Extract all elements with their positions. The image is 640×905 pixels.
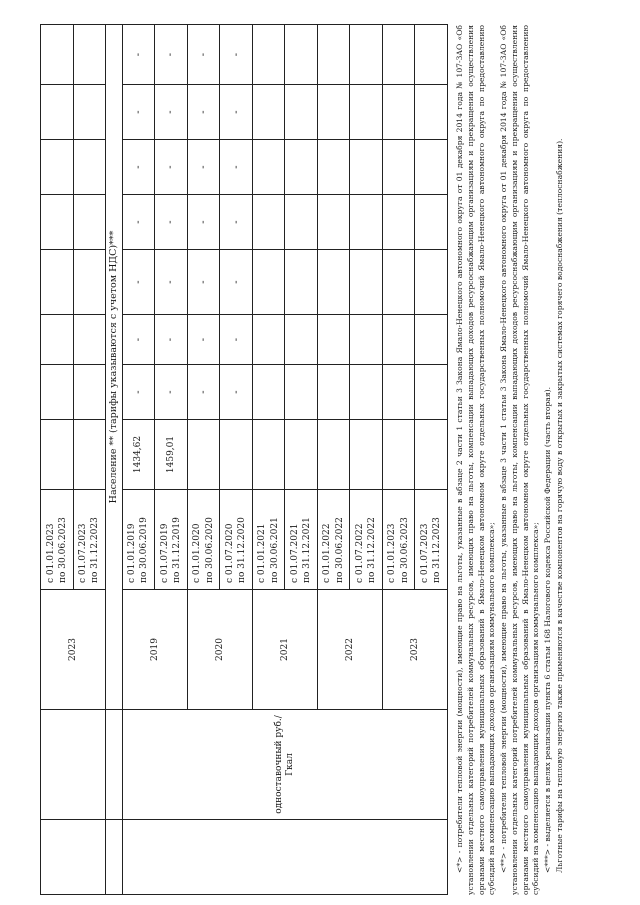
tariff-dash-cell: - bbox=[155, 315, 188, 365]
tariff-dash-cell bbox=[415, 315, 448, 365]
tariff-dash-cell bbox=[252, 85, 285, 140]
tariff-dash-cell bbox=[41, 365, 74, 420]
blank-cell bbox=[41, 820, 106, 895]
footnote-3: <***> - выделяется в целях реализации пункта 6 статьи 168 Налогового кодекса Российской Федерации (часть вторая). bbox=[543, 386, 553, 873]
blank-cell bbox=[106, 820, 123, 895]
tariff-dash-cell bbox=[41, 25, 74, 85]
tariff-dash-cell bbox=[415, 365, 448, 420]
tariff-value: 1434,62 bbox=[122, 420, 155, 490]
tariff-dash-cell: - bbox=[187, 140, 220, 195]
tariff-dash-cell bbox=[285, 315, 318, 365]
tariff-dash-cell bbox=[317, 315, 350, 365]
tariff-dash-cell bbox=[252, 365, 285, 420]
tariff-dash-cell bbox=[382, 315, 415, 365]
tariff-dash-cell bbox=[73, 365, 106, 420]
tariff-dash-cell bbox=[415, 25, 448, 85]
tariff-dash-cell: - bbox=[155, 85, 188, 140]
period-cell: с 01.07.2019 по 31.12.2019 bbox=[155, 490, 188, 590]
tariff-dash-cell: - bbox=[187, 315, 220, 365]
tariff-dash-cell bbox=[350, 365, 383, 420]
tariff-dash-cell: - bbox=[220, 195, 253, 250]
table-row bbox=[122, 25, 155, 895]
tariff-dash-cell: - bbox=[220, 315, 253, 365]
tariff-dash-cell: - bbox=[220, 250, 253, 315]
period-cell: с 01.07.2021 по 31.12.2021 bbox=[285, 490, 318, 590]
period-cell: с 01.01.2020 по 30.06.2020 bbox=[187, 490, 220, 590]
tariff-dash-cell: - bbox=[155, 25, 188, 85]
section-header: Население ** (тарифы указываются с учетом НДС)*** bbox=[106, 25, 123, 710]
tariff-dash-cell bbox=[415, 140, 448, 195]
tariff-dash-cell bbox=[252, 250, 285, 315]
year-cell: 2020 bbox=[187, 590, 252, 710]
tariff-dash-cell bbox=[41, 250, 74, 315]
tariff-dash-cell bbox=[41, 195, 74, 250]
tariff-dash-cell: - bbox=[155, 250, 188, 315]
tariff-dash-cell: - bbox=[220, 85, 253, 140]
tariff-value bbox=[382, 420, 415, 490]
tariff-dash-cell: - bbox=[187, 195, 220, 250]
tariff-dash-cell bbox=[317, 250, 350, 315]
tariff-value bbox=[285, 420, 318, 490]
tariff-dash-cell bbox=[317, 365, 350, 420]
tariff-dash-cell: - bbox=[122, 365, 155, 420]
tariff-value bbox=[252, 420, 285, 490]
footnote-4: Льготные тарифы на тепловую энергию также применяются в качестве компонентов на горячую воду в открытых и закрытых системах горячего водоснабжения (теплоснабжения). bbox=[555, 138, 565, 873]
tariff-dash-cell bbox=[415, 85, 448, 140]
tariff-dash-cell: - bbox=[122, 195, 155, 250]
tariff-dash-cell bbox=[73, 25, 106, 85]
tariff-dash-cell bbox=[73, 140, 106, 195]
period-cell: с 01.01.2023 по 30.06.2023 bbox=[382, 490, 415, 590]
tariff-dash-cell: - bbox=[155, 140, 188, 195]
tariff-dash-cell bbox=[285, 140, 318, 195]
tariff-dash-cell bbox=[285, 365, 318, 420]
tariff-dash-cell: - bbox=[122, 140, 155, 195]
tariff-dash-cell bbox=[350, 85, 383, 140]
tariff-value bbox=[41, 420, 74, 490]
tariff-dash-cell: - bbox=[122, 25, 155, 85]
tariff-value bbox=[220, 420, 253, 490]
blank-cell bbox=[41, 710, 106, 820]
tariff-dash-cell bbox=[382, 140, 415, 195]
tariff-table-body bbox=[41, 25, 448, 895]
period-cell: с 01.07.2022 по 31.12.2022 bbox=[350, 490, 383, 590]
tariff-dash-cell bbox=[415, 250, 448, 315]
tariff-dash-cell bbox=[350, 315, 383, 365]
tariff-dash-cell bbox=[252, 25, 285, 85]
year-cell: 2023 bbox=[382, 590, 447, 710]
tariff-dash-cell bbox=[252, 195, 285, 250]
tariff-dash-cell bbox=[285, 250, 318, 315]
tariff-dash-cell bbox=[382, 250, 415, 315]
tariff-dash-cell bbox=[382, 25, 415, 85]
tariff-dash-cell bbox=[317, 140, 350, 195]
tariff-dash-cell: - bbox=[122, 315, 155, 365]
tariff-value: 1459,01 bbox=[155, 420, 188, 490]
year-cell: 2019 bbox=[122, 590, 187, 710]
tariff-dash-cell bbox=[252, 140, 285, 195]
period-cell: с 01.01.2021 по 30.06.2021 bbox=[252, 490, 285, 590]
tariff-dash-cell bbox=[317, 85, 350, 140]
tariff-dash-cell bbox=[382, 365, 415, 420]
tariff-value bbox=[187, 420, 220, 490]
footnote-2: <**> - потребители тепловой энергии (мощности), имеющие право на льготы, указанные в абзаце 3 части 1 статьи 3 Закона Ямало-Ненецкого автономного округа от 01 декабря 2014 года № 107-ЗАО «Об установлении отдельных категорий потребителей коммунальных ресурсов, имеющих право на льготы, компенсации выпадающих доходов ресурсоснабжающим организациям и прекращении осуществления органами местного самоуправления муниципальных образований в Ямало-Ненецком автономном округе отдельных государственных полномочий Ямало-Ненецкого автономного округа по предоставлению субсидий на компенсацию выпадающих доходов организациям коммунального комплекса»; bbox=[499, 25, 541, 895]
tariff-dash-cell: - bbox=[220, 365, 253, 420]
tariff-dash-cell: - bbox=[187, 25, 220, 85]
blank-cell bbox=[122, 820, 447, 895]
tariff-table-wrapper bbox=[40, 25, 448, 895]
tariff-dash-cell bbox=[73, 250, 106, 315]
tariff-dash-cell bbox=[41, 140, 74, 195]
tariff-dash-cell bbox=[350, 25, 383, 85]
tariff-value bbox=[415, 420, 448, 490]
tariff-dash-cell bbox=[350, 140, 383, 195]
footnotes bbox=[455, 25, 567, 895]
tariff-dash-cell: - bbox=[187, 365, 220, 420]
tariff-dash-cell: - bbox=[122, 85, 155, 140]
blank-cell bbox=[106, 710, 123, 820]
tariff-value bbox=[73, 420, 106, 490]
unit-cell: одноставочный руб./Гкал bbox=[122, 710, 447, 820]
tariff-dash-cell bbox=[350, 195, 383, 250]
tariff-dash-cell bbox=[350, 250, 383, 315]
period-cell: с 01.07.2023 по 31.12.2023 bbox=[415, 490, 448, 590]
tariff-dash-cell: - bbox=[122, 250, 155, 315]
period-cell: с 01.07.2023 по 31.12.2023 bbox=[73, 490, 106, 590]
tariff-dash-cell bbox=[73, 85, 106, 140]
period-cell: с 01.01.2022 по 30.06.2022 bbox=[317, 490, 350, 590]
tariff-dash-cell bbox=[415, 195, 448, 250]
tariff-dash-cell: - bbox=[155, 195, 188, 250]
tariff-dash-cell bbox=[73, 315, 106, 365]
period-cell: с 01.01.2019 по 30.06.2019 bbox=[122, 490, 155, 590]
tariff-dash-cell bbox=[285, 195, 318, 250]
tariff-dash-cell bbox=[41, 315, 74, 365]
period-cell: с 01.01.2023 по 30.06.2023 bbox=[41, 490, 74, 590]
tariff-dash-cell bbox=[41, 85, 74, 140]
footnote-1: <*> - потребители тепловой энергии (мощности), имеющие право на льготы, указанные в абзаце 2 части 1 статьи 3 Закона Ямало-Ненецкого автономного округа от 01 декабря 2014 года № 107-ЗАО «Об установлении отдельных категорий потребителей коммунальных ресурсов, имеющих право на льготы, компенсации выпадающих доходов ресурсоснабжающим организациям и прекращении осуществления органами местного самоуправления муниципальных образований в Ямало-Ненецком автономном округе отдельных государственных полномочий Ямало-Ненецкого автономного округа по предоставлению субсидий на компенсацию выпадающих доходов организациям коммунального комплекса»; bbox=[455, 25, 497, 895]
tariff-dash-cell bbox=[285, 25, 318, 85]
tariff-dash-cell: - bbox=[187, 85, 220, 140]
tariff-dash-cell: - bbox=[155, 365, 188, 420]
year-cell: 2023 bbox=[41, 590, 106, 710]
table-row bbox=[41, 25, 74, 895]
tariff-table bbox=[40, 24, 448, 895]
tariff-dash-cell bbox=[382, 85, 415, 140]
tariff-dash-cell bbox=[252, 315, 285, 365]
tariff-value bbox=[350, 420, 383, 490]
tariff-dash-cell bbox=[73, 195, 106, 250]
year-cell: 2022 bbox=[317, 590, 382, 710]
tariff-dash-cell bbox=[285, 85, 318, 140]
tariff-dash-cell: - bbox=[187, 250, 220, 315]
tariff-dash-cell: - bbox=[220, 25, 253, 85]
tariff-dash-cell bbox=[317, 25, 350, 85]
tariff-dash-cell bbox=[317, 195, 350, 250]
period-cell: с 01.07.2020 по 31.12.2020 bbox=[220, 490, 253, 590]
year-cell: 2021 bbox=[252, 590, 317, 710]
section-header-row bbox=[106, 25, 123, 895]
tariff-value bbox=[317, 420, 350, 490]
tariff-dash-cell: - bbox=[220, 140, 253, 195]
tariff-dash-cell bbox=[382, 195, 415, 250]
